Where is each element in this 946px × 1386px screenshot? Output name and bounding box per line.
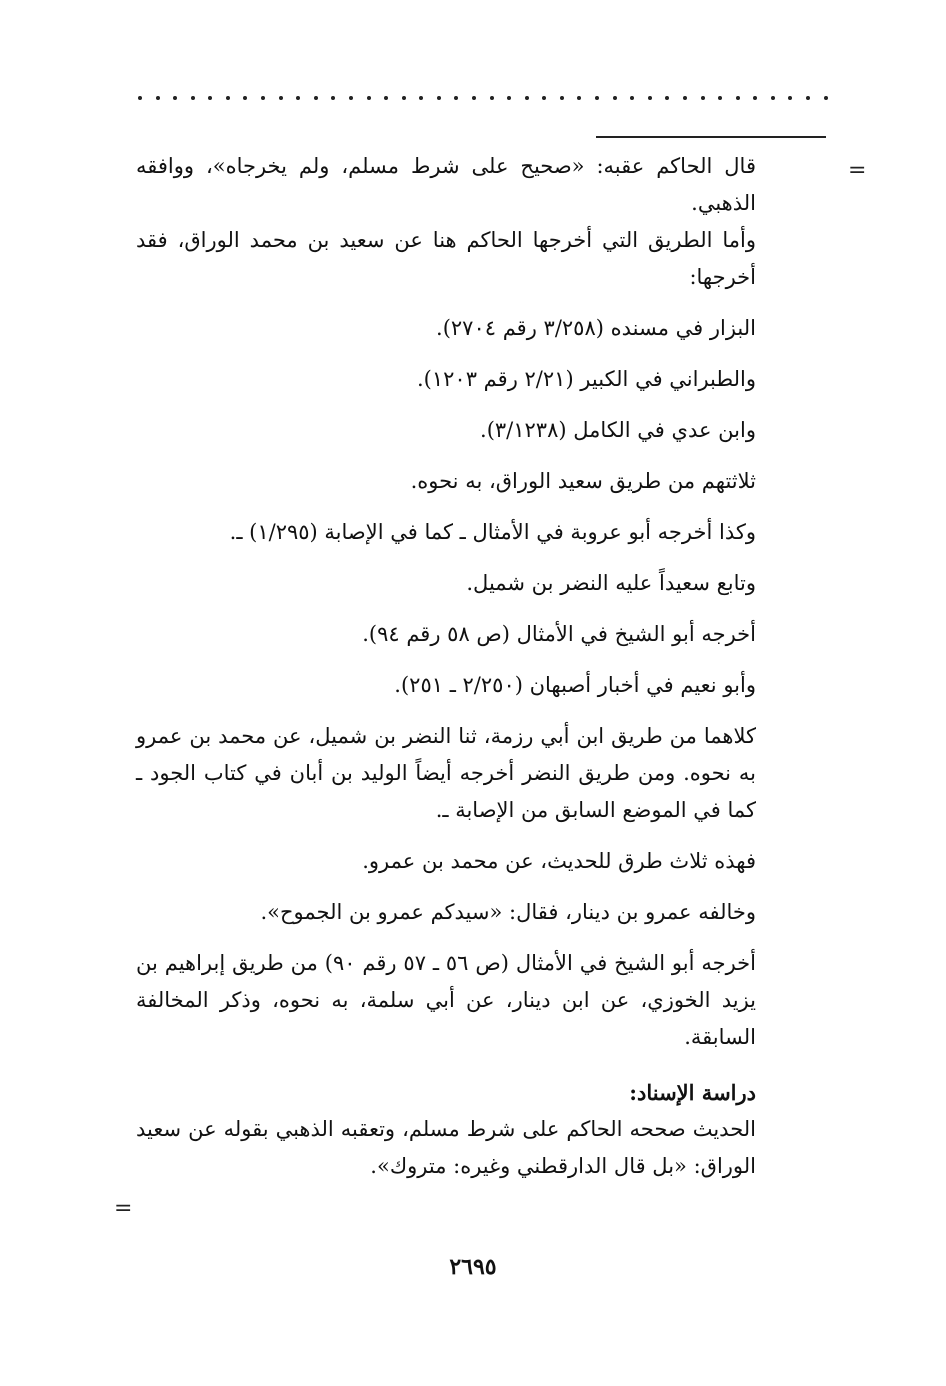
paragraph-abu-al-shaykh: أخرجه أبو الشيخ في الأمثال (ص ٥٨ رقم ٩٤). xyxy=(362,622,756,646)
paragraph-warraq-route: وأما الطريق التي أخرجها الحاكم هنا عن سعيد بن محمد الوراق، فقد أخرجها: xyxy=(136,228,756,289)
continuation-mark-bottom: = xyxy=(114,1196,133,1221)
paragraph-hakim: قال الحاكم عقبه: «صحيح على شرط مسلم، ولم يخرجاه»، ووافقه الذهبي. xyxy=(136,154,756,215)
footnote-rule xyxy=(596,136,826,138)
page-body xyxy=(136,148,756,1185)
paragraph-both-routes: كلاهما من طريق ابن أبي رزمة، ثنا النضر بن شميل، عن محمد بن عمرو به نحوه. ومن طريق النضر أخرجه أيضاً الوليد بن أبان في كتاب الجود ـ كما في الموضع السابق من الإصابة ـ. xyxy=(136,724,756,822)
page-number: ٢٦٩٥ xyxy=(449,1254,497,1280)
paragraph-study: الحديث صححه الحاكم على شرط مسلم، وتعقبه الذهبي بقوله عن سعيد الوراق: «بل قال الدارقطني وغيره: متروك». xyxy=(136,1117,756,1178)
paragraph-nadr: وتابع سعيداً عليه النضر بن شميل. xyxy=(466,571,756,595)
paragraph-three-ways: فهذه ثلاث طرق للحديث، عن محمد بن عمرو. xyxy=(362,849,756,873)
paragraph-abu-al-shaykh-2: أخرجه أبو الشيخ في الأمثال (ص ٥٦ ـ ٥٧ رقم ٩٠) من طريق إبراهيم بن يزيد الخوزي، عن ابن دينار، عن أبي سلمة، به نحوه، وذكر المخالفة السابقة. xyxy=(136,951,756,1049)
paragraph-abu-aruba: وكذا أخرجه أبو عروبة في الأمثال ـ كما في الإصابة (١/٢٩٥) ـ. xyxy=(229,520,756,544)
dotted-separator xyxy=(138,92,828,104)
paragraph-abu-nuaym: وأبو نعيم في أخبار أصبهان (٢/٢٥٠ ـ ٢٥١). xyxy=(394,673,756,697)
section-heading: دراسة الإسناد: xyxy=(629,1080,756,1105)
paragraph-ibn-adi: وابن عدي في الكامل (٣/١٢٣٨). xyxy=(480,418,756,442)
continuation-mark-top: = xyxy=(848,158,867,183)
paragraph-tabarani: والطبراني في الكبير (٢/٢١ رقم ١٢٠٣). xyxy=(417,367,756,391)
paragraph-bazzar: البزار في مسنده (٣/٢٥٨ رقم ٢٧٠٤). xyxy=(436,316,756,340)
paragraph-three-routes: ثلاثتهم من طريق سعيد الوراق، به نحوه. xyxy=(410,469,756,493)
paragraph-amr-ibn-dinar: وخالفه عمرو بن دينار، فقال: «سيدكم عمرو بن الجموح». xyxy=(260,900,756,924)
